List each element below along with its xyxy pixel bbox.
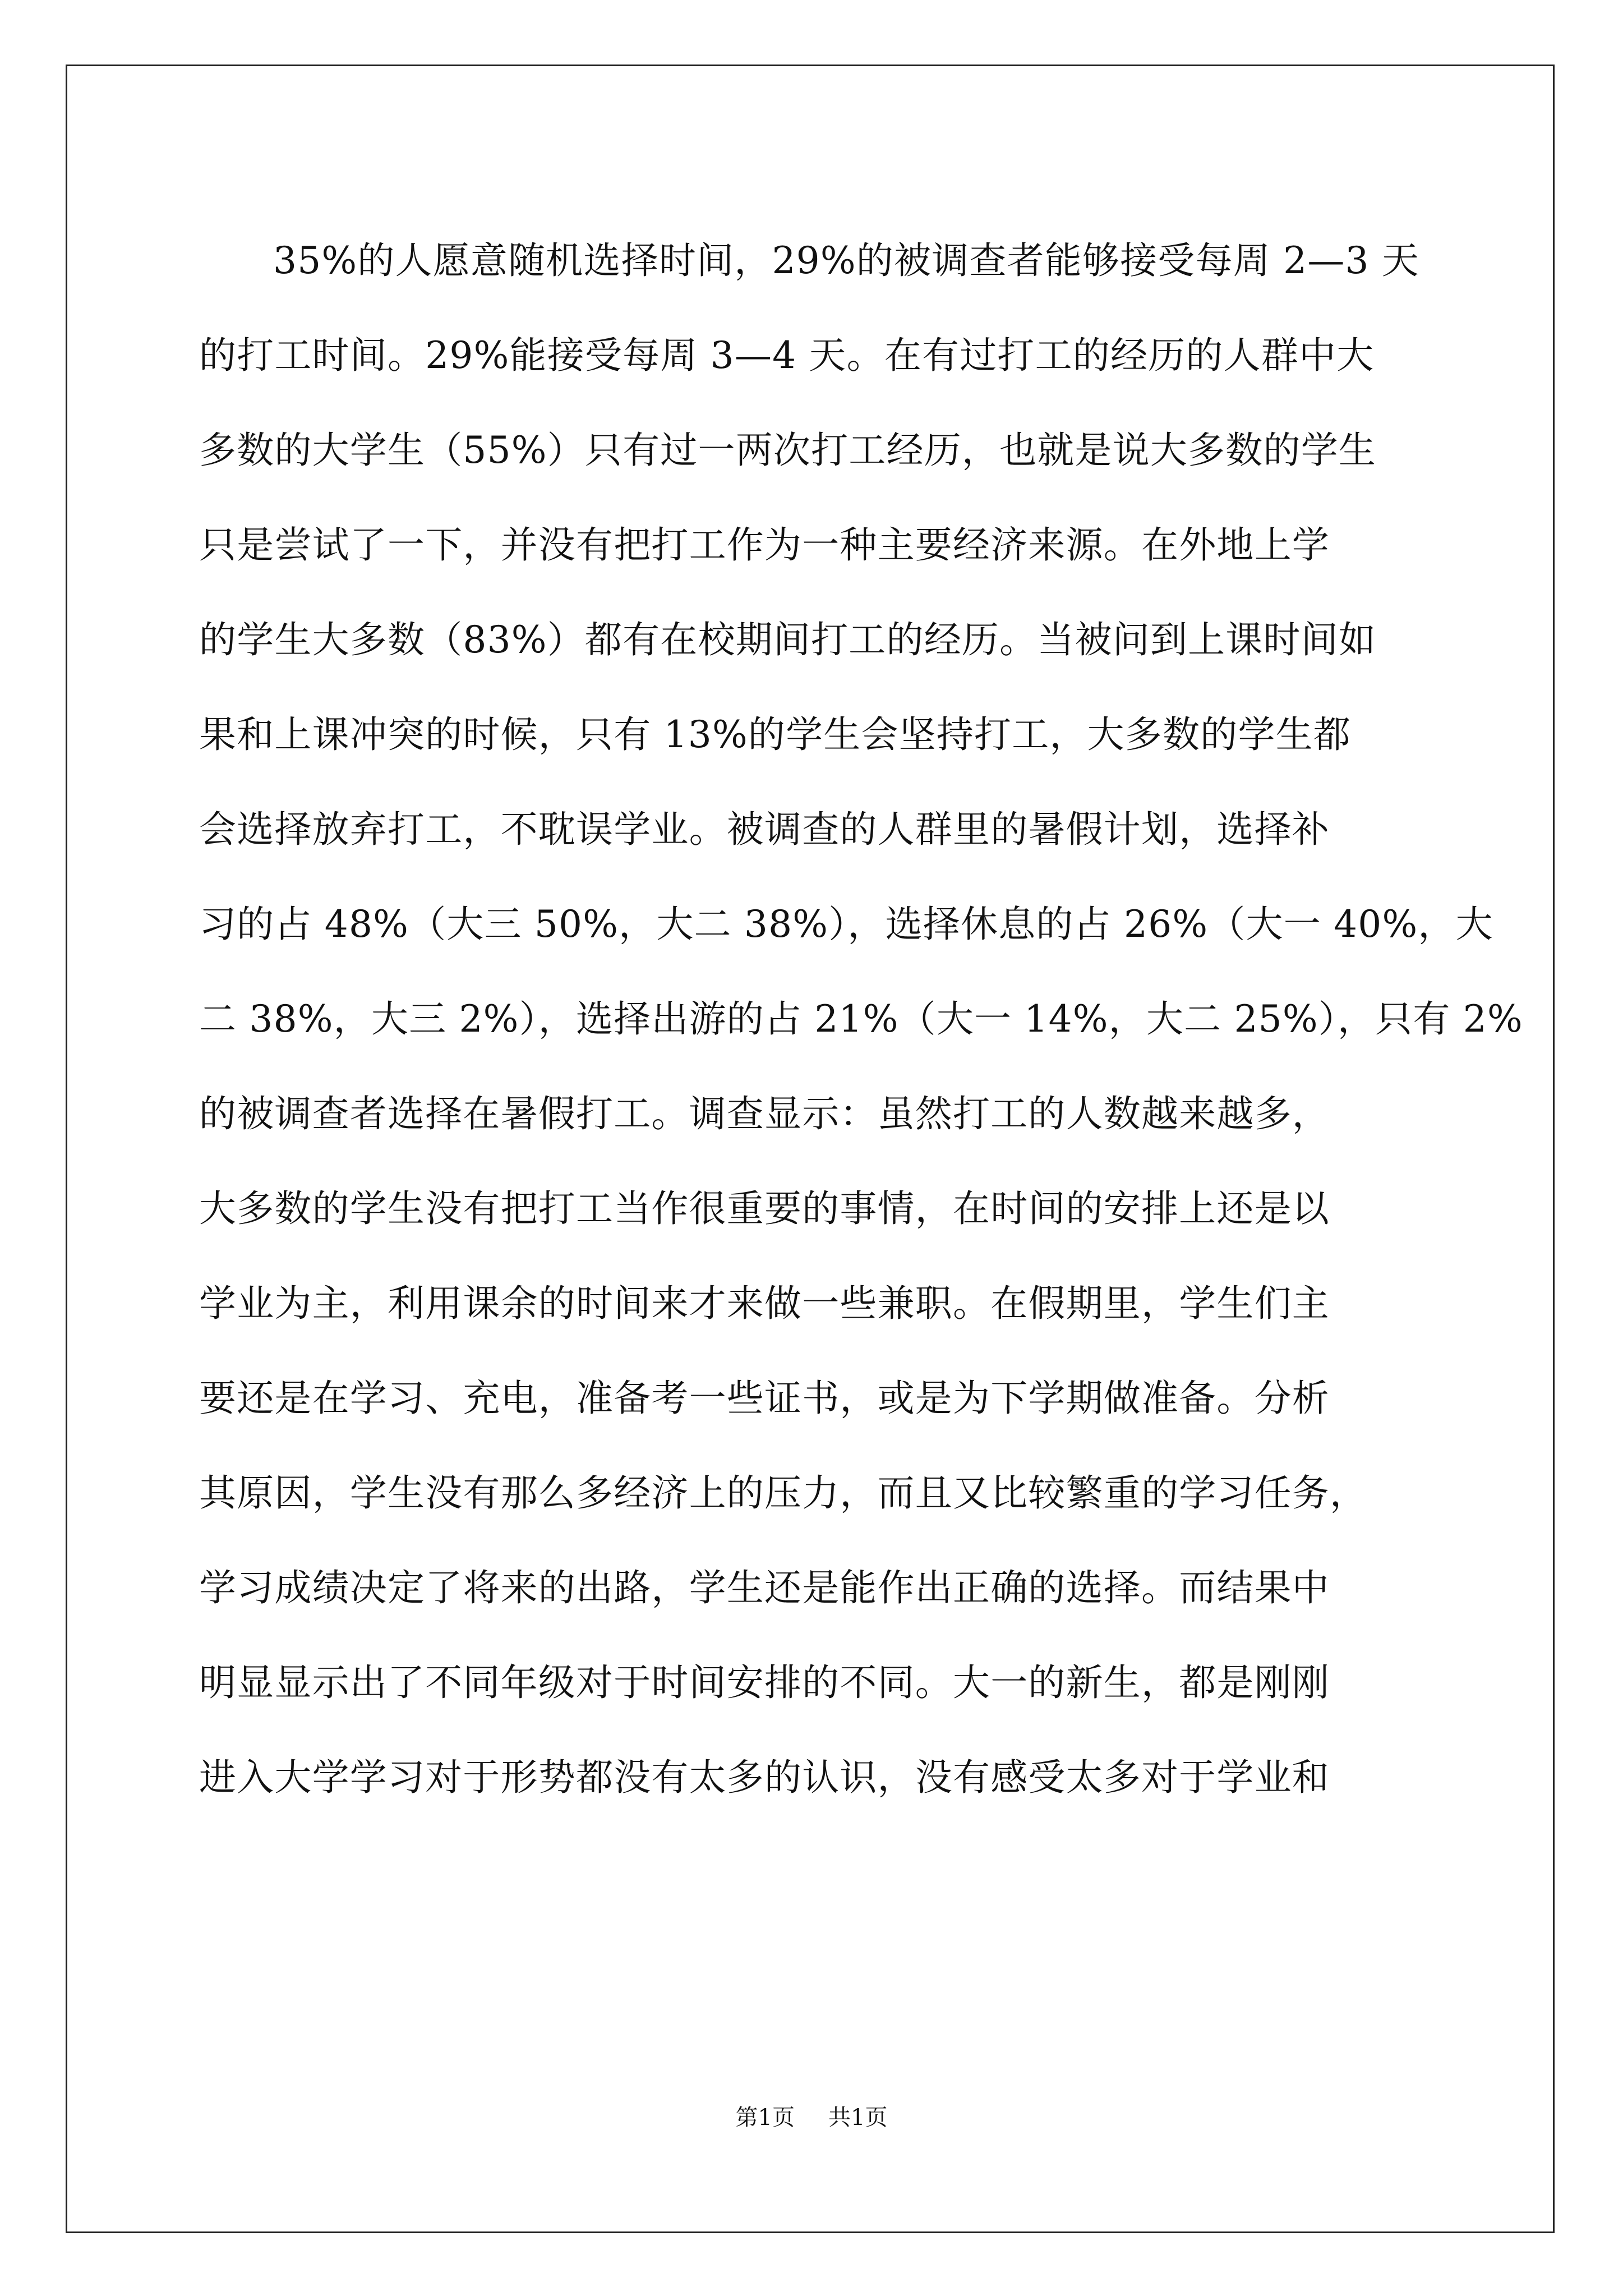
page-number: 第1页 (735, 2105, 795, 2131)
text-line: 学习成绩决定了将来的出路，学生还是能作出正确的选择。而结果中 (199, 1566, 1330, 1609)
text-line: 其原因，学生没有那么多经济上的压力，而且又比较繁重的学习任务， (199, 1471, 1368, 1515)
page-footer (0, 2101, 1623, 2134)
text-line: 的打工时间。29%能接受每周 3—4 天。在有过打工的经历的人群中大 (199, 334, 1375, 377)
text-line: 明显显示出了不同年级对于时间安排的不同。大一的新生，都是刚刚 (199, 1661, 1330, 1704)
text-line: 要还是在学习、充电，准备考一些证书，或是为下学期做准备。分析 (199, 1377, 1330, 1420)
text-line: 只是尝试了一下，并没有把打工作为一种主要经济来源。在外地上学 (199, 523, 1330, 567)
body-text (199, 213, 1523, 1825)
text-line: 会选择放弃打工，不耽误学业。被调查的人群里的暑假计划，选择补 (199, 808, 1330, 851)
text-line: 的学生大多数（83%）都有在校期间打工的经历。当被问到上课时间如 (199, 618, 1377, 661)
text-line: 的被调查者选择在暑假打工。调查显示：虽然打工的人数越来越多， (199, 1092, 1330, 1135)
text-line: 进入大学学习对于形势都没有太多的认识，没有感受太多对于学业和 (199, 1756, 1330, 1799)
text-line: 35%的人愿意随机选择时间，29%的被调查者能够接受每周 2—3 天 (273, 239, 1420, 282)
text-line: 习的占 48%（大三 50%，大二 38%），选择休息的占 26%（大一 40%，大 (199, 903, 1493, 946)
text-line: 二 38%，大三 2%），选择出游的占 21%（大一 14%，大二 25%），只有 2% (199, 997, 1523, 1041)
page-total: 共1页 (828, 2105, 888, 2131)
text-line: 多数的大学生（55%）只有过一两次打工经历，也就是说大多数的学生 (199, 429, 1377, 472)
text-line: 果和上课冲突的时候，只有 13%的学生会坚持打工，大多数的学生都 (199, 713, 1352, 756)
text-line: 大多数的学生没有把打工当作很重要的事情，在时间的安排上还是以 (199, 1187, 1330, 1230)
text-line: 学业为主，利用课余的时间来才来做一些兼职。在假期里，学生们主 (199, 1282, 1330, 1325)
